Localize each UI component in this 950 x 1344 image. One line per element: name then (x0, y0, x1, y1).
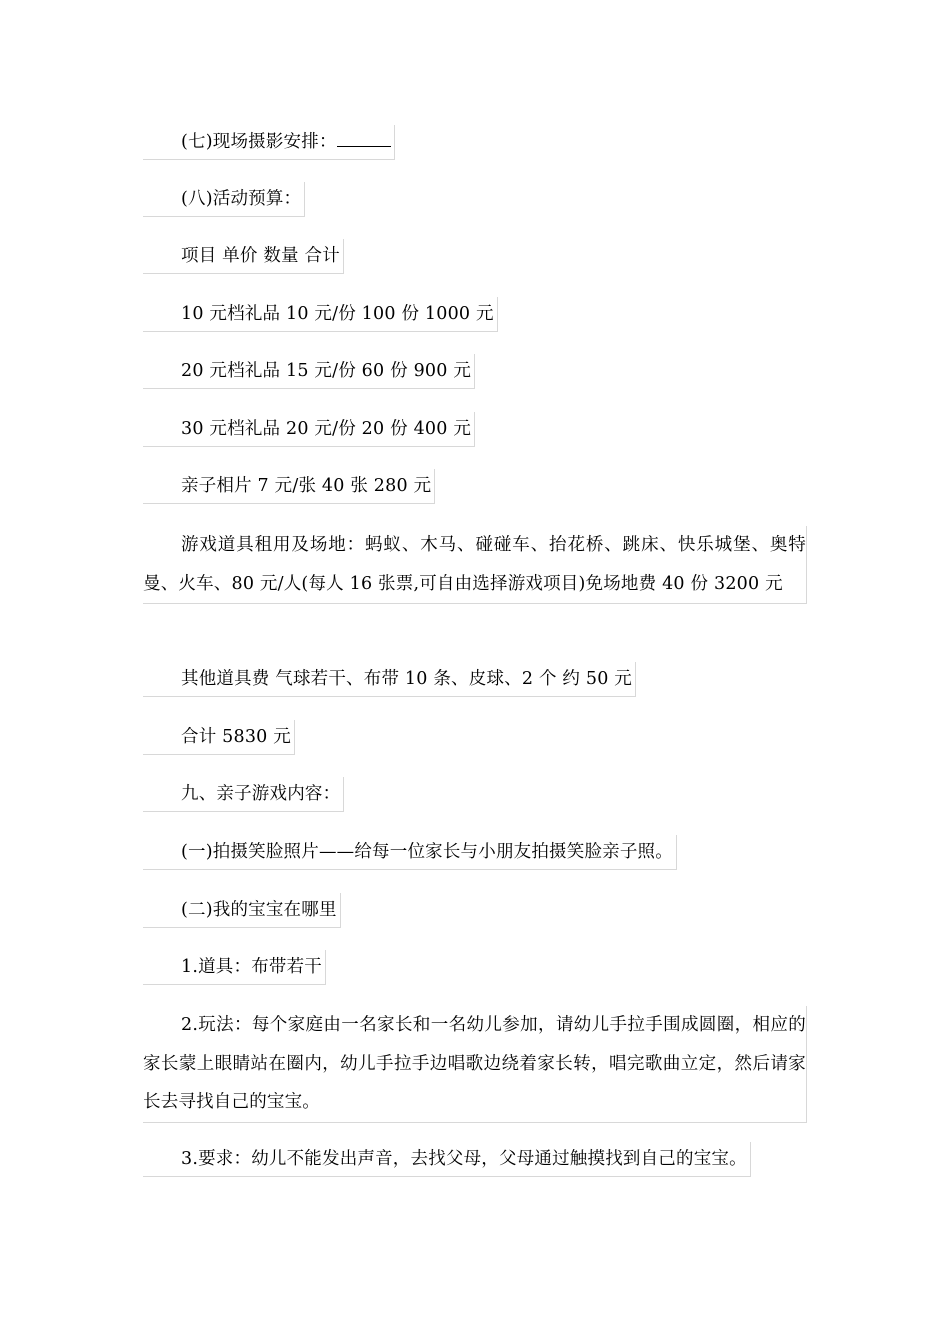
budget-row-text: 30 元档礼品 20 元/份 20 份 400 元 (143, 412, 475, 447)
budget-row-text: 10 元档礼品 10 元/份 100 份 1000 元 (143, 297, 498, 332)
game-two-title: (二)我的宝宝在哪里 (143, 893, 341, 928)
games-paragraph-text: 游戏道具租用及场地：蚂蚁、木马、碰碰车、抬花桥、跳床、快乐城堡、奥特曼、火车、80 元/人(每人 16 张票,可自由选择游戏项目)免场地费 40 份 3200 元 (143, 526, 807, 604)
game-two-rules-text: 2.玩法：每个家庭由一名家长和一名幼儿参加，请幼儿手拉手围成圆圈，相应的家长蒙上眼睛站在圈内，幼儿手拉手边唱歌边绕着家长转，唱完歌曲立定，然后请家长去寻找自己的宝宝。 (143, 1006, 807, 1123)
game-one-text: (一)拍摄笑脸照片——给每一位家长与小朋友拍摄笑脸亲子照。 (143, 835, 677, 870)
game-two-props (143, 948, 326, 987)
budget-heading: (八)活动预算： (143, 182, 305, 217)
game-two-requirements (143, 1140, 751, 1179)
game-two-heading (143, 891, 341, 930)
game-one (143, 833, 677, 872)
budget-row (143, 410, 475, 449)
budget-row (143, 295, 498, 334)
budget-header-text: 项目 单价 数量 合计 (143, 239, 344, 274)
fill-in-blank (337, 130, 391, 147)
budget-row-games (143, 526, 807, 604)
budget-row-text: 亲子相片 7 元/张 40 张 280 元 (143, 469, 435, 504)
budget-total (143, 718, 295, 757)
budget-row-text: 20 元档礼品 15 元/份 60 份 900 元 (143, 354, 475, 389)
section-budget-heading (143, 180, 305, 219)
budget-row (143, 467, 435, 506)
budget-total-text: 合计 5830 元 (143, 720, 295, 755)
budget-row-other (143, 660, 636, 699)
game-two-props-text: 1.道具：布带若干 (143, 950, 326, 985)
budget-row (143, 352, 475, 391)
games-heading: 九、亲子游戏内容： (143, 777, 344, 812)
game-two-rules (143, 1006, 807, 1123)
photography-label: (七)现场摄影安排： (181, 132, 337, 152)
game-two-requirements-text: 3.要求：幼儿不能发出声音，去找父母，父母通过触摸找到自己的宝宝。 (143, 1142, 751, 1177)
budget-table-header (143, 237, 344, 276)
section-photography (143, 123, 395, 162)
other-props-text: 其他道具费 气球若干、布带 10 条、皮球、2 个 约 50 元 (143, 662, 636, 697)
section-games-heading (143, 775, 344, 814)
